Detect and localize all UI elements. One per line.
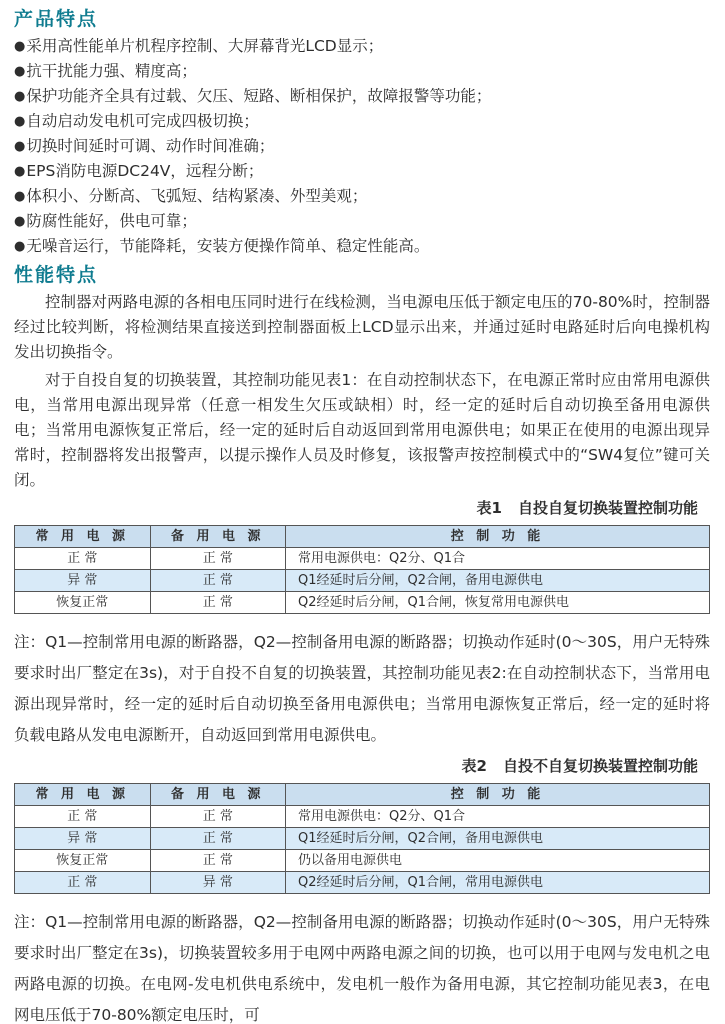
feature-text: 保护功能齐全具有过载、欠压、短路、断相保护，故障报警等功能； — [26, 87, 492, 105]
table2-header-row — [15, 784, 710, 806]
feature-text: 抗干扰能力强、精度高； — [26, 62, 197, 80]
feature-text: 防腐性能好，供电可靠； — [26, 212, 197, 230]
section-title-product-features: 产品特点 — [14, 8, 99, 30]
bullet-icon: ● — [14, 64, 26, 79]
feature-text: 自动启动发电机可完成四极切换； — [26, 112, 259, 130]
cell-normal-power-state: 异 常 — [15, 570, 151, 592]
cell-backup-power-state: 正 常 — [150, 570, 286, 592]
table1-row — [15, 570, 710, 592]
feature-item — [14, 59, 710, 84]
cell-control-function: Q1经延时后分闸，Q2合闸，备用电源供电 — [286, 570, 710, 592]
performance-paragraph-2: 对于自投自复的切换装置，其控制功能见表1：在自动控制状态下，在电源正常时应由常用电源供电，当常用电源出现异常（任意一相发生欠压或缺相）时，经一定的延时后自动切换至备用电源供电；当常用电源恢复正常后，经一定的延时后自动返回到常用电源供电；如果正在使用的电源出现异常时，控制器将发出报警声，以提示操作人员及时修复，该报警声按控制模式中的“SW4复位”键可关闭。 — [14, 371, 710, 489]
cell-control-function: Q2经延时后分闸，Q1合闸，常用电源供电 — [286, 872, 710, 894]
cell-backup-power-state: 异 常 — [150, 872, 286, 894]
cell-backup-power-state: 正 常 — [150, 806, 286, 828]
cell-backup-power-state: 正 常 — [150, 548, 286, 570]
feature-item — [14, 109, 710, 134]
cell-normal-power-state: 恢复正常 — [15, 592, 151, 614]
cell-normal-power-state: 正 常 — [15, 806, 151, 828]
bullet-icon: ● — [14, 139, 26, 154]
feature-item — [14, 209, 710, 234]
feature-item — [14, 159, 710, 184]
bullet-icon: ● — [14, 89, 26, 104]
cell-backup-power-state: 正 常 — [150, 828, 286, 850]
bullet-icon: ● — [14, 189, 26, 204]
cell-normal-power-state: 异 常 — [15, 828, 151, 850]
table1-header-row — [15, 526, 710, 548]
note-2: 注：Q1—控制常用电源的断路器，Q2—控制备用电源的断路器；切换动作延时(0～30S，用户无特殊要求时出厂整定在3s)，切换装置较多用于电网中两路电源之间的切换，也可以用于电网与发电机之电两路电源的切换。在电网-发电机供电系统中，发电机一般作为备用电源，其它控制功能见表3，在电网电压低于70-80%额定电压时，可 — [14, 913, 710, 1024]
feature-text: 无噪音运行，节能降耗，安装方便操作简单、稳定性能高。 — [26, 237, 430, 255]
cell-control-function: Q1经延时后分闸，Q2合闸，备用电源供电 — [286, 828, 710, 850]
cell-normal-power-state: 正 常 — [15, 872, 151, 894]
feature-item — [14, 34, 710, 59]
cell-backup-power-state: 正 常 — [150, 850, 286, 872]
table2-caption-label: 表2 — [461, 757, 487, 775]
cell-backup-power-state: 正 常 — [150, 592, 286, 614]
feature-text: 切换时间延时可调、动作时间准确； — [26, 137, 275, 155]
header-cell-normal-power: 常 用 电 源 — [15, 784, 151, 806]
header-cell-control-function: 控 制 功 能 — [286, 784, 710, 806]
header-cell-backup-power: 备 用 电 源 — [150, 784, 286, 806]
feature-text: 体积小、分断高、飞弧短、结构紧凑、外型美观； — [26, 187, 368, 205]
header-cell-control-function: 控 制 功 能 — [286, 526, 710, 548]
feature-item — [14, 134, 710, 159]
bullet-icon: ● — [14, 214, 26, 229]
section-title-performance: 性能特点 — [14, 264, 99, 286]
table2-caption-title: 自投不自复切换装置控制功能 — [502, 757, 698, 775]
feature-item — [14, 184, 710, 209]
cell-control-function: 仍以备用电源供电 — [286, 850, 710, 872]
bullet-icon: ● — [14, 164, 26, 179]
table2-auto-transfer-no-return — [14, 783, 710, 894]
cell-normal-power-state: 恢复正常 — [15, 850, 151, 872]
bullet-icon: ● — [14, 39, 26, 54]
feature-item — [14, 84, 710, 109]
table1-row — [15, 548, 710, 570]
cell-control-function: Q2经延时后分闸，Q1合闸，恢复常用电源供电 — [286, 592, 710, 614]
feature-text: 采用高性能单片机程序控制、大屏幕背光LCD显示； — [26, 37, 384, 55]
cell-control-function: 常用电源供电：Q2分、Q1合 — [286, 548, 710, 570]
header-cell-backup-power: 备 用 电 源 — [150, 526, 286, 548]
table2-row — [15, 872, 710, 894]
table1-caption — [14, 497, 710, 519]
feature-item — [14, 234, 710, 259]
table1-auto-transfer-auto-return — [14, 525, 710, 614]
table2-row — [15, 828, 710, 850]
table1-row — [15, 592, 710, 614]
cell-control-function: 常用电源供电：Q2分、Q1合 — [286, 806, 710, 828]
cell-normal-power-state: 正 常 — [15, 548, 151, 570]
table2-row — [15, 850, 710, 872]
bullet-icon: ● — [14, 114, 26, 129]
table1-caption-label: 表1 — [476, 499, 502, 517]
performance-paragraph-1: 控制器对两路电源的各相电压同时进行在线检测，当电源电压低于额定电压的70-80%时，控制器经过比较判断，将检测结果直接送到控制器面板上LCD显示出来，并通过延时电路延时后向电操机构发出切换指令。 — [14, 293, 710, 361]
table1-caption-title: 自投自复切换装置控制功能 — [517, 499, 698, 517]
feature-list — [14, 34, 710, 259]
bullet-icon: ● — [14, 239, 26, 254]
table2-row — [15, 806, 710, 828]
header-cell-normal-power: 常 用 电 源 — [15, 526, 151, 548]
note-1: 注：Q1—控制常用电源的断路器，Q2—控制备用电源的断路器；切换动作延时(0～30S，用户无特殊要求时出厂整定在3s)，对于自投不自复的切换装置，其控制功能见表2:在自动控制状态下，当常用电源出现异常时，经一定的延时后自动切换至备用电源供电；当常用电源恢复正常后，经一定的延时将负载电路从发电电源断开，自动返回到常用电源供电。 — [14, 633, 710, 744]
table2-caption — [14, 755, 710, 777]
feature-text: EPS消防电源DC24V，远程分断； — [26, 162, 264, 180]
